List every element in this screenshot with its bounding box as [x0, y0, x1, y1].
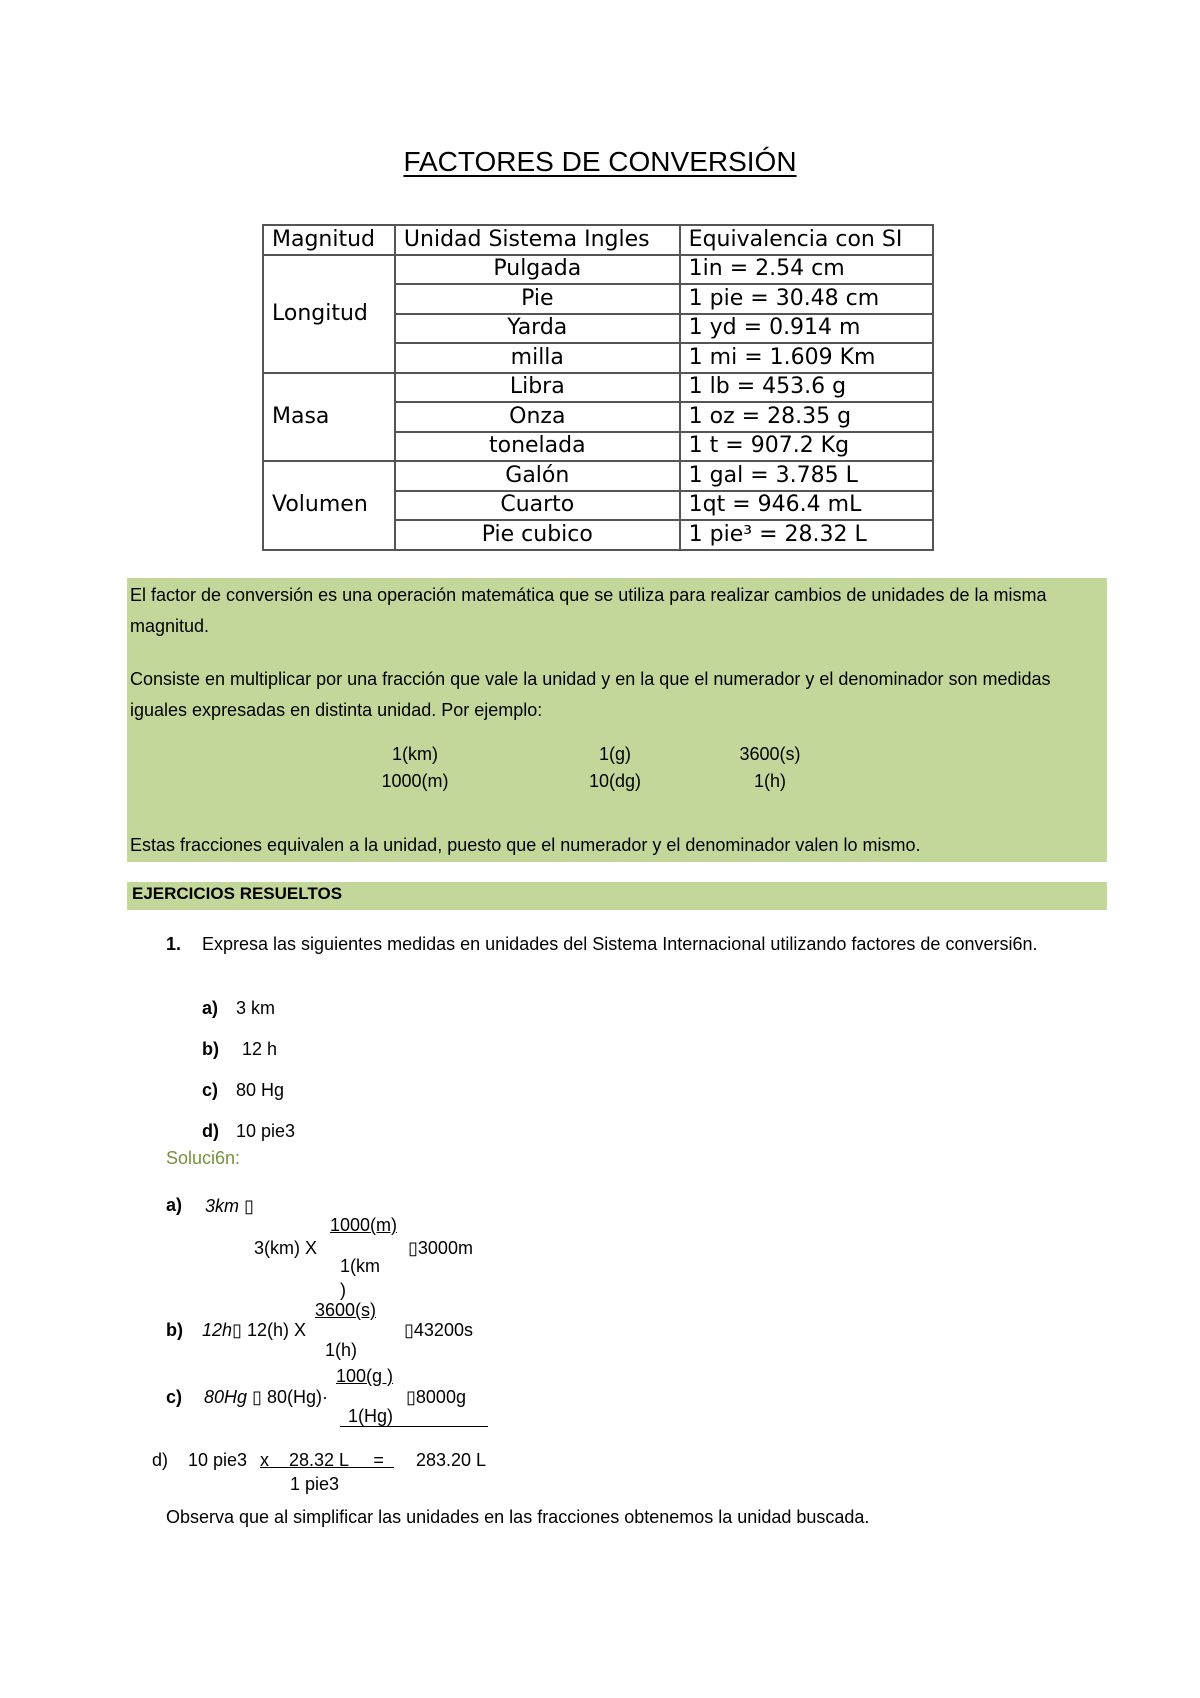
- intro-paragraph-2: Consiste en multiplicar por una fracción que vale la unidad y en la que el numerador y el denominador son medidas iguales expresadas en distinta unidad. Por ejemplo:: [130, 669, 1051, 720]
- solution-a-denominator-close: ): [340, 1280, 346, 1300]
- solution-a-lhs: [205, 1196, 254, 1217]
- equivalence-cell: 1 pie = 30.48 cm: [680, 284, 933, 314]
- equivalence-cell: 1 yd = 0.914 m: [680, 314, 933, 344]
- math-result: 3000m: [417, 1238, 473, 1258]
- question-text: Expresa las siguientes medidas en unidades del Sistema Internacional utilizando factores de conversi6n.: [202, 934, 1038, 954]
- fraction-numerator: 1(g): [598, 744, 631, 764]
- missing-glyph-icon: ▯: [408, 1238, 418, 1258]
- fraction-example-2: [570, 744, 660, 792]
- unit-cell: Pie cubico: [395, 520, 680, 550]
- magnitude-cell: Masa: [263, 373, 395, 462]
- unit-cell: Cuarto: [395, 491, 680, 521]
- solution-b-lhs: [202, 1320, 306, 1341]
- math-equals: =: [373, 1450, 384, 1470]
- math-mid: 80(Hg)·: [266, 1387, 328, 1407]
- missing-glyph-icon: ▯: [406, 1387, 416, 1407]
- missing-glyph-icon: ▯: [252, 1387, 262, 1407]
- solution-c-label: c): [166, 1387, 183, 1407]
- item-value: 10 pie3: [236, 1121, 296, 1141]
- math-result: 43200s: [413, 1320, 473, 1340]
- unit-cell: Pie: [395, 284, 680, 314]
- missing-glyph-icon: ▯: [404, 1320, 414, 1340]
- solution-d-denominator: 1 pie3: [290, 1474, 340, 1494]
- table-row: [263, 373, 933, 403]
- item-label: a): [202, 998, 219, 1018]
- fraction-numerator: 3600(s): [739, 744, 801, 764]
- fraction-example-3: [720, 744, 820, 792]
- header-unidad: Unidad Sistema Ingles: [395, 225, 680, 255]
- closing-note: Observa que al simplificar las unidades en las fracciones obtenemos la unidad buscada.: [166, 1507, 870, 1527]
- header-equivalencia: Equivalencia con SI: [680, 225, 933, 255]
- solution-d-label: d): [152, 1450, 169, 1470]
- solution-b-numerator: 3600(s): [315, 1300, 377, 1320]
- math-times: x: [260, 1450, 269, 1470]
- table-row: [263, 255, 933, 285]
- solution-c-lhs: [204, 1387, 328, 1408]
- item-value: 3 km: [236, 998, 276, 1018]
- solution-d-fraction-line: [260, 1450, 394, 1471]
- item-label: b): [202, 1039, 219, 1059]
- math-lhs: 12h: [202, 1320, 233, 1340]
- solution-a-numerator: 1000(m): [330, 1215, 398, 1235]
- fraction-denominator: 1(h): [753, 771, 786, 791]
- page-title: FACTORES DE CONVERSIÓN: [403, 146, 797, 177]
- fraction-example-1: [360, 744, 470, 792]
- item-label: d): [202, 1121, 219, 1141]
- fraction-rule: [340, 1426, 488, 1427]
- solution-a-label: a): [166, 1195, 183, 1215]
- math-lhs: 3km: [205, 1196, 240, 1216]
- magnitude-cell: Longitud: [263, 255, 395, 373]
- item-value: 12 h: [242, 1039, 278, 1059]
- solution-label: Soluci6n:: [166, 1148, 241, 1168]
- unit-cell: Libra: [395, 373, 680, 403]
- math-result: 8000g: [415, 1387, 466, 1407]
- solution-c-result: [406, 1387, 466, 1408]
- equivalence-cell: 1in = 2.54 cm: [680, 255, 933, 285]
- equivalence-cell: 1 gal = 3.785 L: [680, 461, 933, 491]
- unit-cell: Pulgada: [395, 255, 680, 285]
- unit-cell: Yarda: [395, 314, 680, 344]
- missing-glyph-icon: ▯: [232, 1320, 242, 1340]
- solution-d-result: 283.20 L: [416, 1450, 487, 1470]
- unit-cell: Onza: [395, 402, 680, 432]
- math-mid: 12(h) X: [246, 1320, 306, 1340]
- header-magnitud: Magnitud: [263, 225, 395, 255]
- solution-b-denominator: 1(h): [325, 1340, 358, 1360]
- exercises-heading: EJERCICIOS RESUELTOS: [132, 884, 343, 903]
- equivalence-cell: 1 oz = 28.35 g: [680, 402, 933, 432]
- item-label: c): [202, 1080, 219, 1100]
- fraction-numerator: 1(km): [392, 744, 438, 764]
- solution-a-denominator: 1(km: [340, 1256, 380, 1276]
- item-value: 80 Hg: [236, 1080, 285, 1100]
- unit-cell: Galón: [395, 461, 680, 491]
- missing-glyph-icon: ▯: [244, 1196, 254, 1216]
- table-header-row: [263, 225, 933, 255]
- math-lhs: 80Hg: [204, 1387, 248, 1407]
- conversion-table: [262, 224, 934, 551]
- unit-cell: tonelada: [395, 432, 680, 462]
- solution-c-numerator: 100(g ): [336, 1366, 394, 1386]
- table-row: [263, 461, 933, 491]
- solution-b-label: b): [166, 1320, 183, 1340]
- intro-paragraph-3: Estas fracciones equivalen a la unidad, puesto que el numerador y el denominador valen lo mismo.: [130, 835, 921, 855]
- intro-paragraph-1: El factor de conversión es una operación matemática que se utiliza para realizar cambios de unidades de la misma magnitud.: [130, 585, 1047, 636]
- solution-c-denominator: 1(Hg): [348, 1406, 394, 1426]
- question-number: 1.: [166, 934, 182, 954]
- equivalence-cell: 1 pie³ = 28.32 L: [680, 520, 933, 550]
- equivalence-cell: 1 mi = 1.609 Km: [680, 343, 933, 373]
- solution-d-lhs: 10 pie3: [188, 1450, 248, 1470]
- solution-b-result: [404, 1320, 473, 1341]
- fraction-denominator: 10(dg): [588, 771, 642, 791]
- equivalence-cell: 1 lb = 453.6 g: [680, 373, 933, 403]
- solution-a-result: [408, 1238, 473, 1259]
- fraction-denominator: 1000(m): [381, 771, 449, 791]
- math-numerator: 28.32 L: [289, 1450, 349, 1470]
- solution-a-mult: 3(km) X: [254, 1238, 317, 1258]
- magnitude-cell: Volumen: [263, 461, 395, 550]
- equivalence-cell: 1 t = 907.2 Kg: [680, 432, 933, 462]
- unit-cell: milla: [395, 343, 680, 373]
- equivalence-cell: 1qt = 946.4 mL: [680, 491, 933, 521]
